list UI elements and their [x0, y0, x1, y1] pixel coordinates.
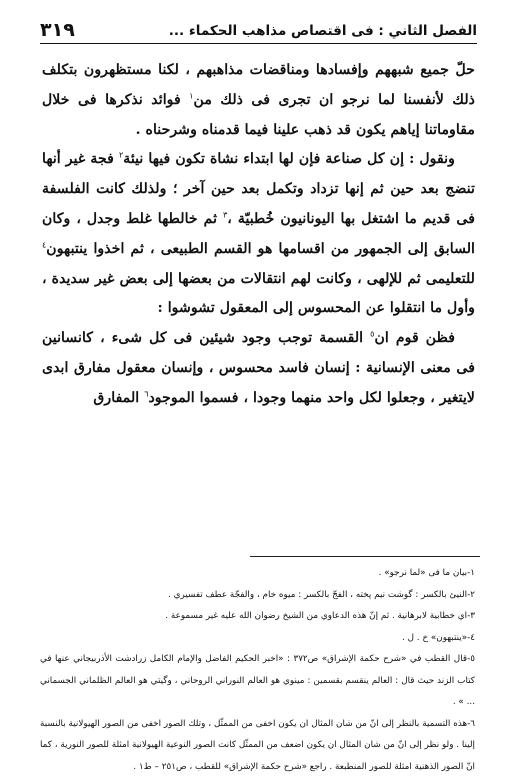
paragraph-3: [42, 324, 475, 413]
running-head: [40, 15, 477, 41]
chapter-title: الفصل الثاني : فى اقتصاص مذاهب الحكماء ...: [169, 21, 477, 41]
main-text: [42, 56, 475, 414]
text-run: للتعليمى ثم للإلهى ، وكانت لهم انتقالات من بعضها إلى بعض غير سديدة ، وأول ما انتقلوا عن المحسوس إلى المعقول تشوشوا :: [42, 271, 475, 317]
text-run: فجة غير أنها تنضج بعد حين ثم إنها تزداد وتكمل بعد حين آخر ؛ ولذلك كانت الفلسفة فى قديم ما اشتغل بها اليونانيون خُطبيّة ،: [42, 151, 475, 227]
page-number: ٣١٩: [40, 19, 75, 41]
footnote-3: ٣-اي خطابية لابرهانية . ثم إنّ هذه الدعاوي من الشيخ رضوان الله عليه غير مسموعة .: [40, 606, 475, 628]
footnote-5: ٥-قال القطب في «شرح حكمة الإشراق» ص٣٧٢ : «اخبر الحكيم الفاضل والإمام الكامل زرادشت الأذربيجاني عنها في كتاب الزند حيث قال : العالم ينقسم بقسمين : مينوي هو العالم النوراني الروحاني ، وگيتي هو العالم الظلماني الجسماني ... » .: [40, 649, 475, 714]
footnote-marker-1: ١: [189, 91, 193, 100]
footnote-1: ١-بيان ما فى «لما نرجو» .: [40, 563, 475, 585]
text-run: فوائد نذكرها فى خلال مقاوماتنا إياهم يكون قد ذهب علينا فيما قدمناه وشرحناه .: [42, 92, 475, 138]
text-run: فظن قوم ان: [374, 330, 455, 346]
footnote-marker-4: ٤: [42, 240, 46, 249]
text-run: حلّ جميع شبههم وإفسادها ومناقضات مذاهبهم ، لكنا مستظهرون بتكلف ذلك لأنفسنا لما نرجو ان تجرى فى ذلك من: [42, 62, 475, 108]
paragraph-2: [42, 145, 475, 324]
footnote-4: ٤-«ينتبهون» خ . ل .: [40, 628, 475, 650]
footnote-separator: [250, 556, 480, 557]
footnote-marker-5: ٥: [370, 329, 374, 338]
footnotes: [40, 563, 475, 778]
paragraph-1: [42, 56, 475, 145]
text-run: ثم خالطها غلط وجدل ، وكان السابق إلى الجمهور من اقسامها هو القسم الطبيعى ، ثم اخذوا ينتبهون: [42, 211, 475, 257]
footnote-marker-3: ٣: [223, 210, 227, 219]
text-run: المفارق: [93, 390, 144, 406]
header-rule: [40, 43, 477, 44]
footnote-2: ٢-النيئ بالكسر : گوشت نيم پخته ، الفجّ بالكسر : ميوه خام ، والفجّة عطف تفسيري .: [40, 585, 475, 607]
footnote-6: ٦-هذه التسمية بالنظر إلى انّ من شان المثال ان يكون اخفى من الممثّل ، وتلك الصور اخفى من الصور الهيولانية بالنسبة إلينا . ولو نظر إلى انّ من شان المثال ان يكون اضعف من الممثّل كانت الصور النوعية الهيولانية امثلة للصور النورية ، كما انّ الصور الذهنية امثلة للصور المنطبعة . راجع «شرح حكمة الإشراق» للقطب ، ص٢٥١ – ط١ .: [40, 714, 475, 778]
text-run: القسمة توجب وجود شيئين فى كل شىء ، كانسانين فى معنى الإنسانية : إنسان فاسد محسوس ، وإنسان معقول مفارق ابدى لايتغير ، وجعلوا لكل واحد منهما وجودا ، فسموا الموجود: [42, 330, 475, 406]
footnote-marker-2: ٢: [119, 151, 123, 160]
footnote-marker-6: ٦: [144, 389, 148, 398]
text-run: ونقول : إن كل صناعة فإن لها ابتداء نشاة تكون فيها نيئة: [123, 151, 455, 167]
